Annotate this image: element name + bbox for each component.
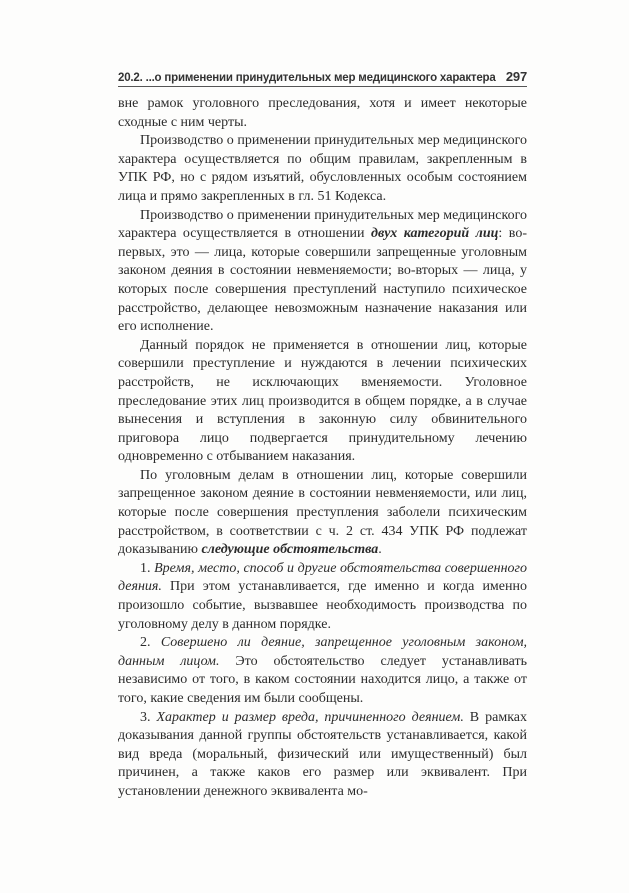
list-item-3 <box>118 709 527 802</box>
running-header <box>118 66 527 84</box>
paragraph-circumstances <box>118 467 527 560</box>
list-item-2-heading: Совершено ли деяние, запрещенное уголовным законом, данным лицом. <box>118 635 528 669</box>
paragraph-circumstances-lead: По уголовным делам в отношении лиц, которые совершили запрещенное законом деяние в состоянии невменяемости, или лиц, которые после совершения преступления заболели психическим расстройством, в соответствии с ч. 2 ст. 434 УПК РФ подлежат доказыванию <box>118 467 527 558</box>
list-item-1-heading: Время, место, способ и другие обстоятельства совершенного деяния. <box>118 560 527 595</box>
header-section-title: 20.2. ...о применении принудительных мер медицинского характера <box>118 72 496 84</box>
list-item-3-heading: Характер и размер вреда, причиненного деянием. <box>156 709 464 725</box>
header-divider <box>118 86 527 87</box>
list-item-1-text: При этом устанавливается, где именно и когда именно произошло событие, вызвавшее необходимость производства по уголовному делу в данном порядке. <box>118 579 527 632</box>
list-item-2-text: Это обстоятельство следует устанавливать независимо от того, в каком состоянии находится лицо, а также от того, какие сведения им были сообщены. <box>118 653 527 706</box>
paragraph-two-categories-lead: Производство о применении принудительных мер медицинского характера осуществляется в отношении <box>118 207 527 242</box>
paragraph-general-rules: Производство о применении принудительных мер медицинского характера осуществляется по общим правилам, закрепленным в УПК РФ, но с рядом изъятий, обусловленных особым состоянием лица и прямо закрепленных в гл. 51 Кодекса. <box>118 133 527 204</box>
list-item-2-number: 2. <box>140 635 161 651</box>
list-item-3-number: 3. <box>140 709 157 725</box>
list-item-1-number: 1. <box>140 560 155 576</box>
emphasis-circumstances: следующие обстоятельства <box>201 542 379 558</box>
paragraph-continuation: вне рамок уголовного преследования, хотя и имеет некоторые сходные с ним черты. <box>118 96 527 130</box>
paragraph-exclusion: Данный порядок не применяется в отношении лиц, которые совершили преступление и нуждаются в лечении психических расстройств, не исключающих вменяемости. Уголовное преследование этих лиц производится в общем порядке, а в случае вынесения и вступления в законную силу обвинительного приговора лицо подвергается принудительному лечению одновременно с отбыванием наказания. <box>118 337 527 465</box>
paragraph-two-categories <box>118 207 527 337</box>
list-item-3-text: В рамках доказывания данной группы обстоятельств устанавливается, какой вид вреда (моральный, физический или имущественный) был причинен, а также каков его размер или эквивалент. При установлении денежного эквивалента мо- <box>118 709 528 799</box>
paragraph-circumstances-tail: . <box>378 542 382 558</box>
list-item-1 <box>118 560 527 634</box>
body-text <box>118 95 527 802</box>
page-number: 297 <box>505 69 527 84</box>
paragraph-two-categories-tail: : во-первых, это — лица, которые совершили запрещенные уголовным законом деяния в состоянии невменяемости; во-вторых — лица, у которых после совершения преступлений наступило психическое расстройство, делающее невозможным назначение наказания или его исполнение. <box>118 226 527 335</box>
emphasis-two-categories: двух категорий лиц <box>371 226 499 242</box>
list-item-2 <box>118 634 527 708</box>
